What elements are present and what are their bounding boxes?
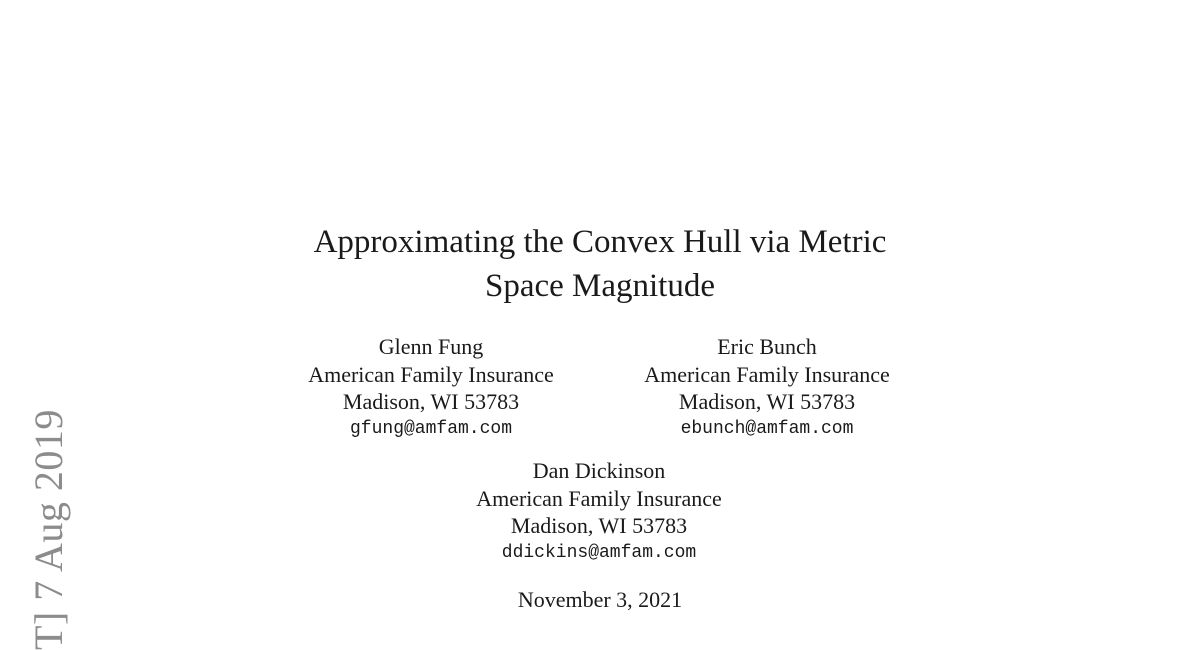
- author-block: [271, 333, 591, 443]
- author-address: Madison, WI 53783: [510, 513, 688, 538]
- author-affiliation: American Family Insurance: [308, 361, 554, 387]
- author-name: Glenn Fung: [378, 334, 484, 359]
- paper-date: November 3, 2021: [517, 587, 683, 612]
- author-email: gfung@amfam.com: [349, 418, 513, 439]
- author-email: ddickins@amfam.com: [501, 542, 697, 563]
- author-address: Madison, WI 53783: [678, 389, 856, 414]
- paper-title: [0, 220, 1200, 308]
- author-affiliation: American Family Insurance: [644, 361, 890, 387]
- author-block: [607, 333, 927, 443]
- authors-row: [0, 333, 1200, 443]
- author-block: [439, 457, 759, 567]
- author-name: Eric Bunch: [717, 334, 817, 359]
- title-line-1: Approximating the Convex Hull via Metric: [313, 224, 887, 260]
- author-address: Madison, WI 53783: [342, 389, 520, 414]
- author-email: ebunch@amfam.com: [680, 418, 854, 439]
- arxiv-stamp-text: T] 7 Aug 2019: [26, 409, 71, 650]
- title-line-2: Space Magnitude: [484, 268, 716, 304]
- author-name: Dan Dickinson: [532, 458, 666, 483]
- author-affiliation: American Family Insurance: [476, 485, 722, 511]
